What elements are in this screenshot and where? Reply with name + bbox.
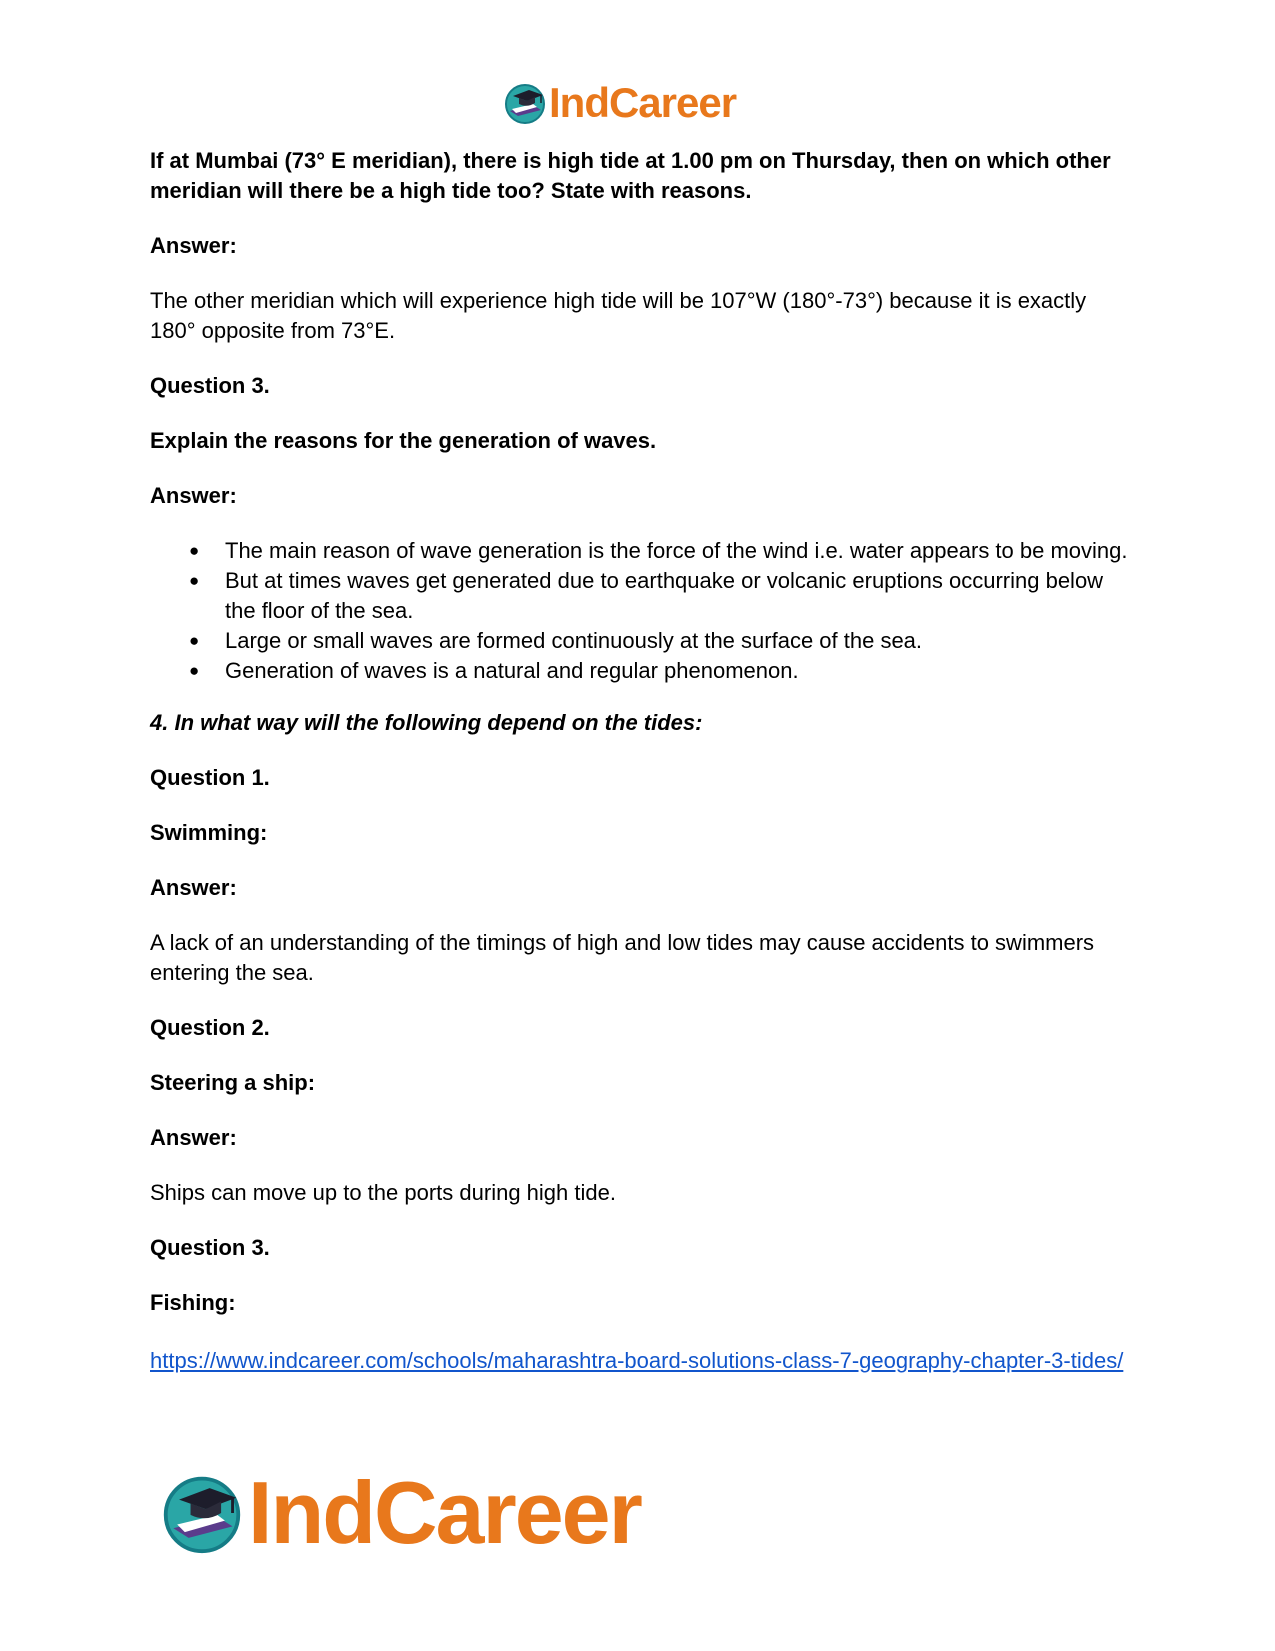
footer-logo-text: IndCareer xyxy=(248,1463,641,1562)
answer-label: Answer: xyxy=(150,483,237,508)
answer-label: Answer: xyxy=(150,875,237,900)
answer-bullet-list xyxy=(150,536,1135,686)
question-text: Swimming: xyxy=(150,820,268,845)
list-item: ● The main reason of wave generation is the force of the wind i.e. water appears to be moving. xyxy=(225,536,1135,566)
source-link-paragraph xyxy=(150,1343,1135,1379)
question-text: Steering a ship: xyxy=(150,1070,316,1095)
list-item: ● But at times waves get generated due to earthquake or volcanic eruptions occurring below the floor of the sea. xyxy=(225,566,1135,626)
section-heading: 4. In what way will the following depend on the tides: xyxy=(150,710,703,735)
document-body xyxy=(150,146,1135,1404)
answer-text: A lack of an understanding of the timings of high and low tides may cause accidents to swimmers entering the sea. xyxy=(150,930,1095,985)
answer-label: Answer: xyxy=(150,1125,237,1150)
source-link[interactable]: https://www.indcareer.com/schools/maharashtra-board-solutions-class-7-geography-chapter-3-tides/ xyxy=(150,1348,1124,1373)
answer-text: The other meridian which will experience high tide will be 107°W (180°-73°) because it is exactly 180° opposite from 73°E. xyxy=(150,288,1087,343)
footer-logo xyxy=(160,1463,641,1562)
graduation-cap-book-globe-icon xyxy=(160,1471,244,1555)
question-intro: If at Mumbai (73° E meridian), there is high tide at 1.00 pm on Thursday, then on which other meridian will there be a high tide too? State with reasons. xyxy=(150,148,1111,203)
graduation-cap-book-globe-icon xyxy=(503,81,547,125)
question-text: Fishing: xyxy=(150,1290,236,1315)
list-item: ● Generation of waves is a natural and regular phenomenon. xyxy=(225,656,1135,686)
question-label: Question 3. xyxy=(150,1235,270,1260)
answer-label: Answer: xyxy=(150,233,237,258)
question-label: Question 1. xyxy=(150,765,270,790)
question-text: Explain the reasons for the generation of waves. xyxy=(150,428,657,453)
answer-text: Ships can move up to the ports during high tide. xyxy=(150,1180,616,1205)
header-logo xyxy=(503,80,736,126)
question-label: Question 3. xyxy=(150,373,270,398)
list-item: ● Large or small waves are formed continuously at the surface of the sea. xyxy=(225,626,1135,656)
question-label: Question 2. xyxy=(150,1015,270,1040)
header-logo-text: IndCareer xyxy=(549,79,737,126)
